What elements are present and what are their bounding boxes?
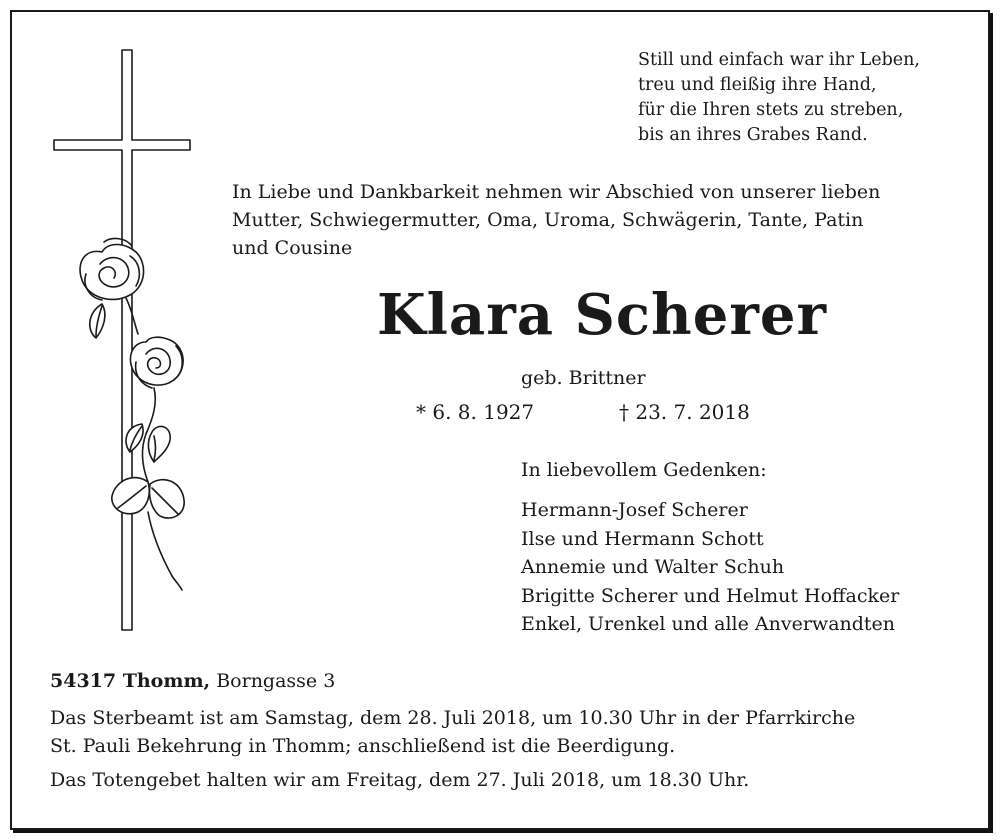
birth-date: * 6. 8. 1927 [416,400,535,424]
intro-line: und Cousine [232,237,353,259]
service-line: St. Pauli Bekehrung in Thomm; anschließend ist die Beerdigung. [50,735,676,757]
mourner-name: Brigitte Scherer und Helmut Hoffacker [521,584,900,607]
poem-line: bis an ihres Grabes Rand. [638,125,868,145]
poem [638,48,920,148]
address-town: 54317 Thomm, [50,670,211,692]
poem-line: treu und fleißig ihre Hand, [638,75,877,95]
mourners-heading: In liebevollem Gedenken: [521,459,767,481]
intro-line: Mutter, Schwiegermutter, Oma, Uroma, Schwägerin, Tante, Patin [232,209,864,231]
mourner-name: Ilse und Hermann Schott [521,527,764,550]
poem-line: Still und einfach war ihr Leben, [638,50,920,70]
maiden-name: geb. Brittner [521,367,646,389]
obituary-notice [10,10,990,830]
funeral-service-info [50,704,855,760]
poem-line: für die Ihren stets zu streben, [638,100,904,120]
farewell-intro [232,178,880,262]
deceased-name: Klara Scherer [376,282,828,348]
family-address [50,667,335,695]
service-line: Das Sterbeamt ist am Samstag, dem 28. Juli 2018, um 10.30 Uhr in der Pfarrkirche [50,707,856,729]
address-street: Borngasse 3 [210,670,336,692]
mourner-name: Annemie und Walter Schuh [521,556,785,578]
intro-line: In Liebe und Dankbarkeit nehmen wir Abschied von unserer lieben [232,181,881,203]
death-date: † 23. 7. 2018 [619,400,750,424]
prayer-info: Das Totengebet halten wir am Freitag, dem 27. Juli 2018, um 18.30 Uhr. [50,769,750,791]
mourner-name: Hermann-Josef Scherer [521,499,748,521]
mourner-name: Enkel, Urenkel und alle Anverwandten [521,613,896,635]
mourners-list [521,496,899,639]
